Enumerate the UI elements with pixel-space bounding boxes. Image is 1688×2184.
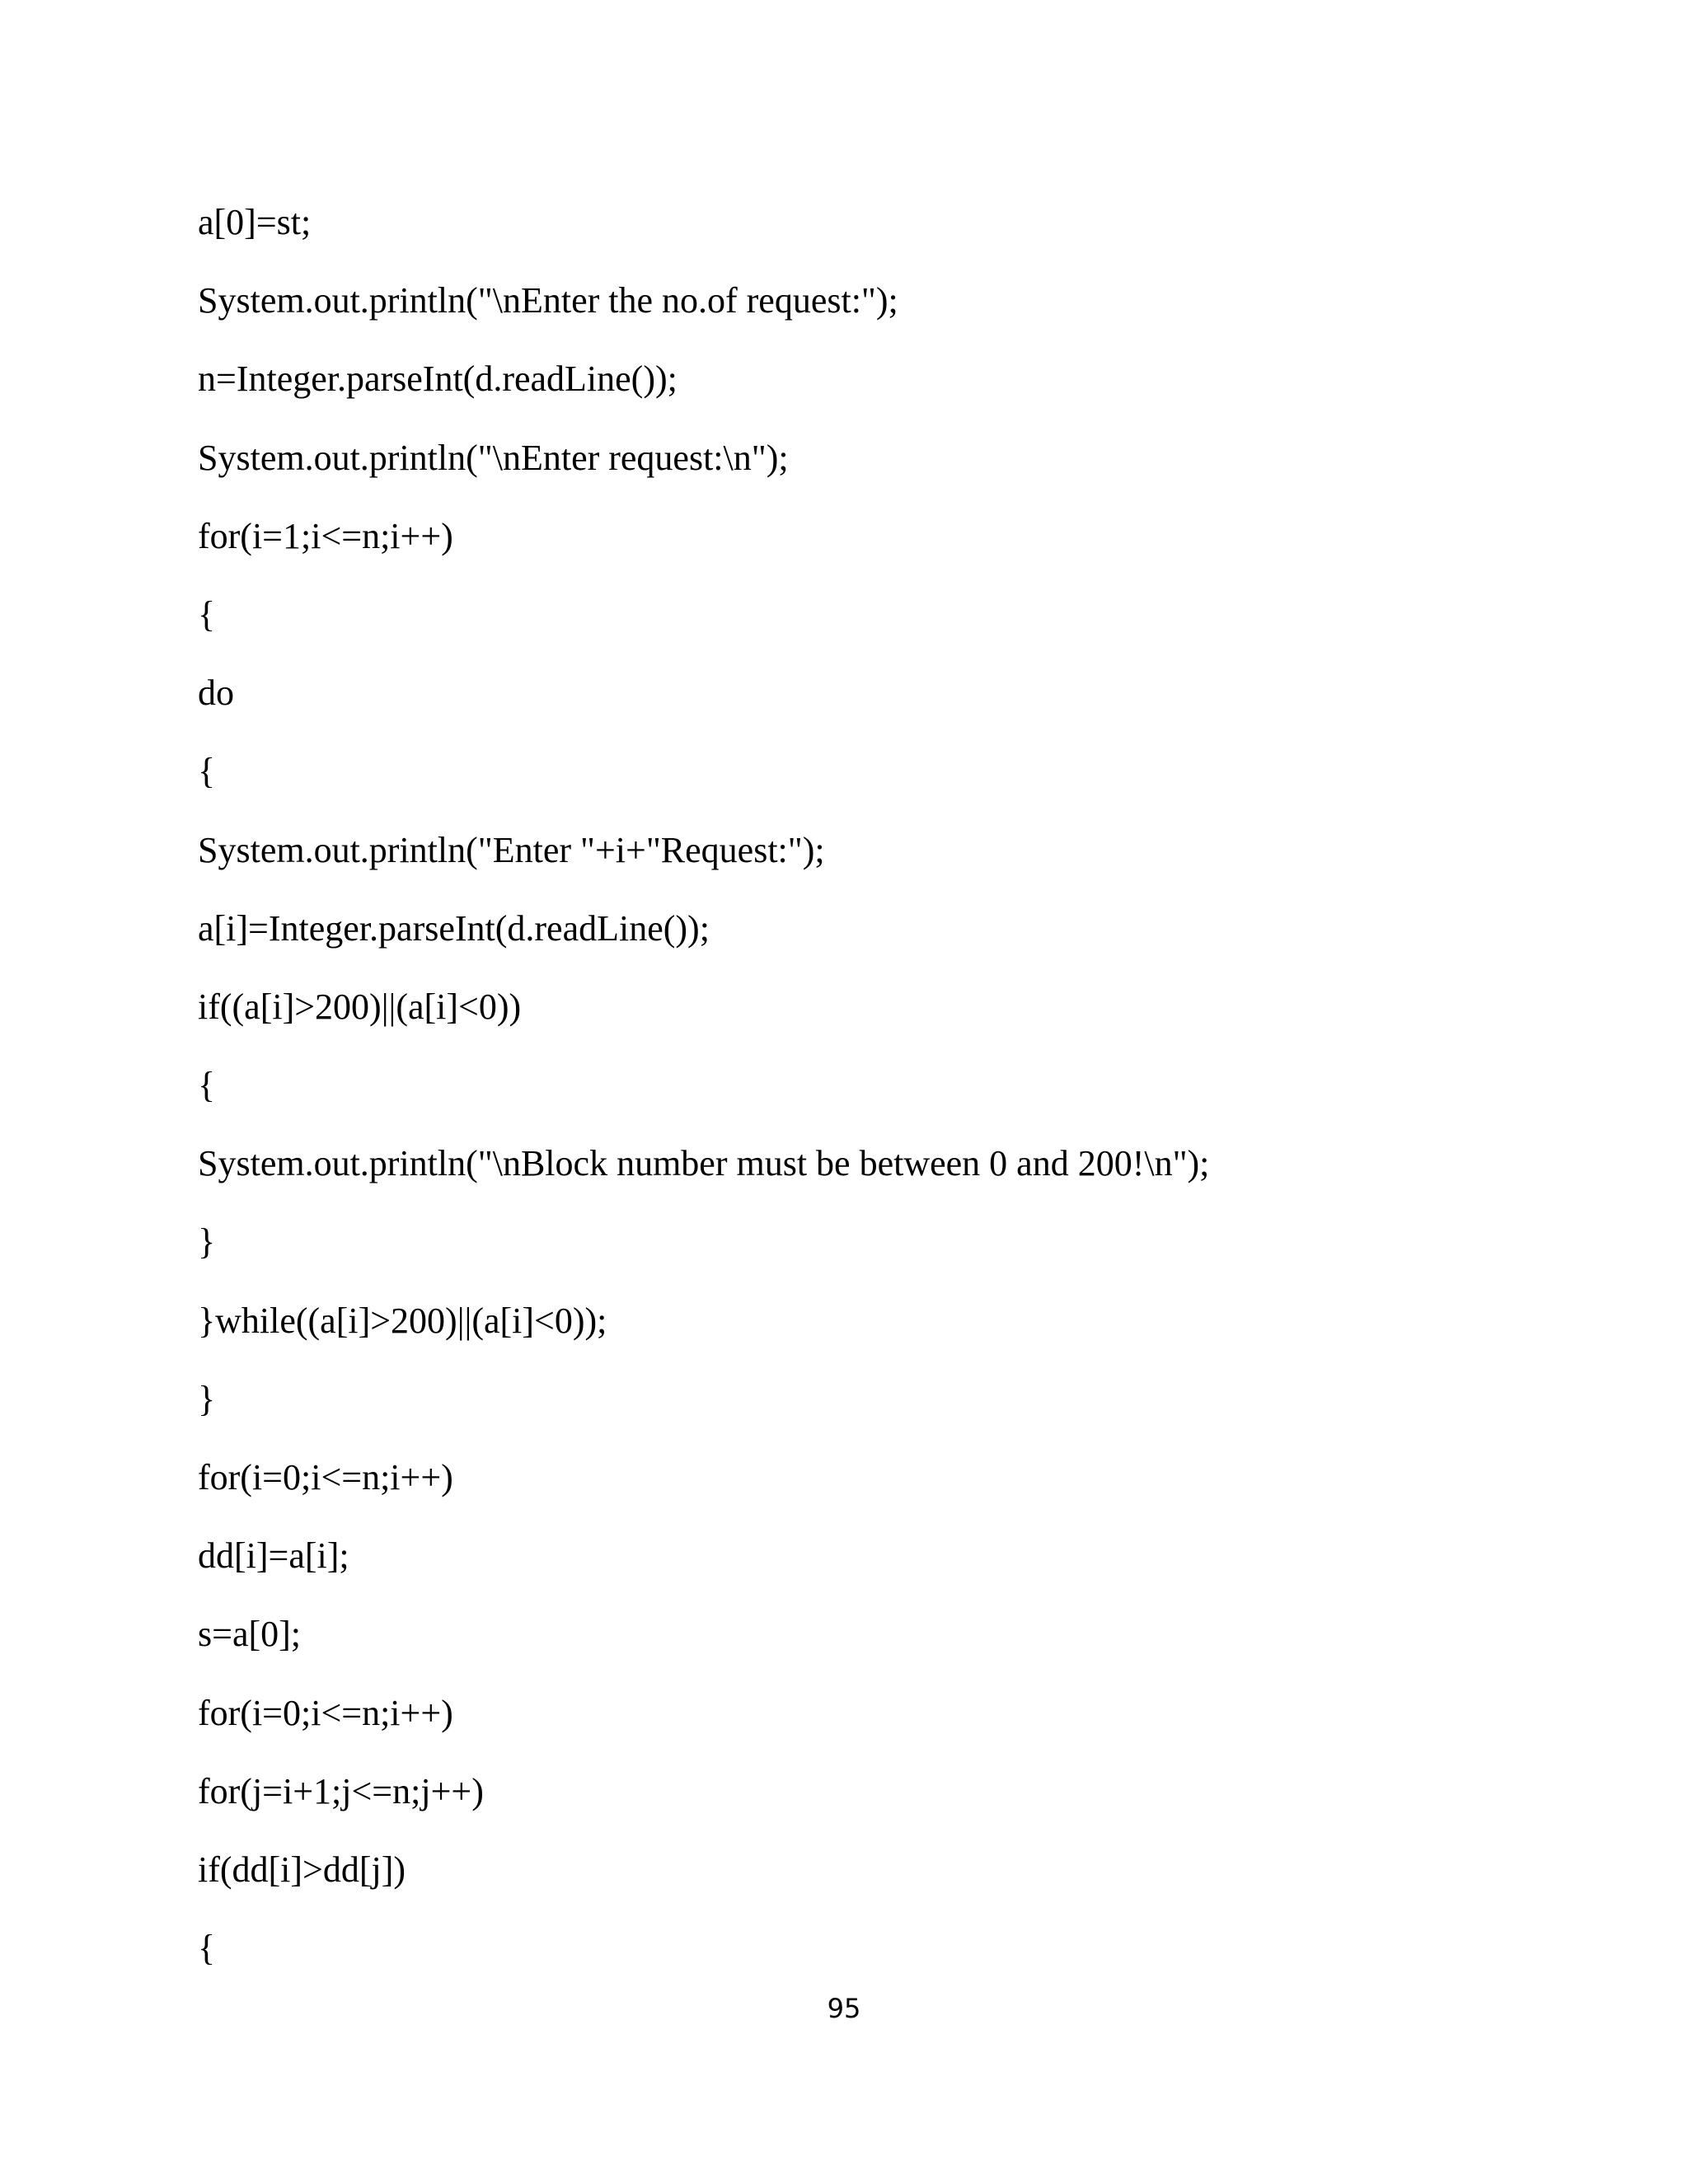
code-listing bbox=[198, 196, 1209, 2000]
code-line: if(dd[i]>dd[j]) bbox=[198, 1849, 406, 1890]
code-line: if((a[i]>200)||(a[i]<0)) bbox=[198, 986, 522, 1027]
code-line: System.out.println("\nEnter the no.of request:"); bbox=[198, 280, 898, 321]
code-line: s=a[0]; bbox=[198, 1614, 301, 1655]
code-line: }while((a[i]>200)||(a[i]<0)); bbox=[198, 1300, 607, 1341]
code-line: a[0]=st; bbox=[198, 202, 312, 242]
code-line: { bbox=[198, 751, 216, 792]
code-line: for(i=1;i<=n;i++) bbox=[198, 515, 453, 556]
code-line: } bbox=[198, 1378, 216, 1419]
page-number: 95 bbox=[827, 1993, 861, 2024]
code-line: n=Integer.parseInt(d.readLine()); bbox=[198, 359, 678, 400]
code-line: for(i=0;i<=n;i++) bbox=[198, 1457, 453, 1497]
code-line: for(j=i+1;j<=n;j++) bbox=[198, 1770, 484, 1811]
code-line: System.out.println("Enter "+i+"Request:"); bbox=[198, 829, 825, 870]
code-line: System.out.println("\nEnter request:\n"); bbox=[198, 437, 789, 478]
code-line: a[i]=Integer.parseInt(d.readLine()); bbox=[198, 907, 710, 949]
code-line: { bbox=[198, 1928, 216, 1969]
code-line: System.out.println("\nBlock number must be between 0 and 200!\n"); bbox=[198, 1143, 1210, 1184]
code-line: } bbox=[198, 1221, 216, 1263]
code-line: do bbox=[198, 673, 234, 714]
code-line: for(i=0;i<=n;i++) bbox=[198, 1692, 453, 1733]
code-line: dd[i]=a[i]; bbox=[198, 1535, 349, 1577]
code-line: { bbox=[198, 593, 216, 635]
code-line: { bbox=[198, 1065, 216, 1106]
